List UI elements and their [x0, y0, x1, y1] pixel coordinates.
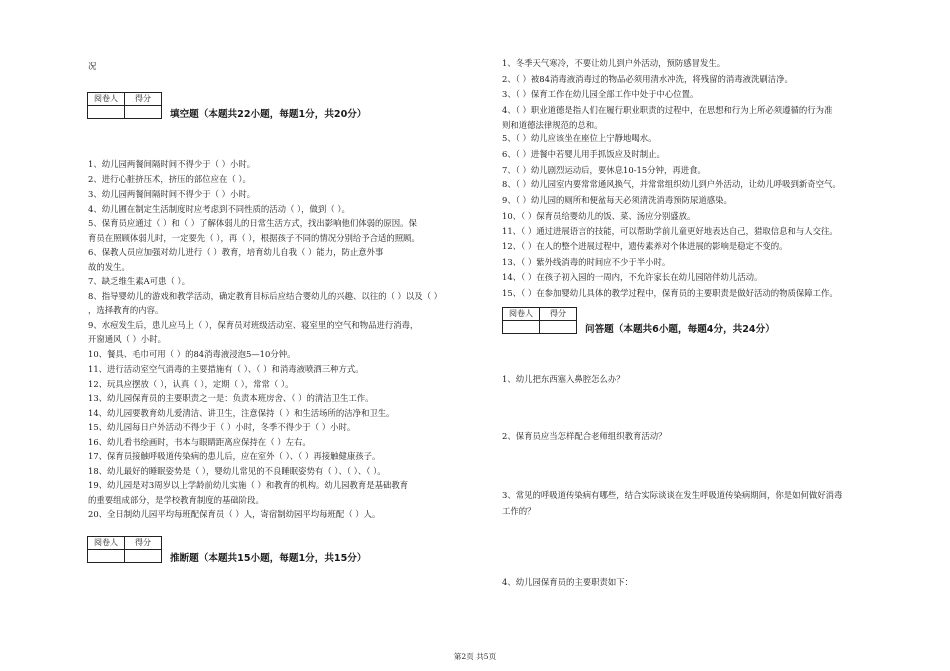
text-line: 9、（ ）幼儿园的厕所和便盆每天必须清洗消毒预防尿道感染。: [502, 195, 732, 205]
page-footer: 第2页 共5页: [453, 652, 497, 661]
fill-section-title: 填空题（本题共22小题，每题1分，共20分）: [170, 109, 367, 120]
text-line: 5、保育员应通过（ ）和（ ）了解体弱儿的日常生活方式，找出影响他们体弱的原因。保: [88, 218, 417, 228]
text-line: 12、玩具应摆放（ ），认真（ ），定期（ ），常常（ ）。: [88, 379, 294, 389]
text-line: 育员在照顾体弱儿时，一定要先（ ），再（ ），根据孩子不同的情况分别给予合适的照顾。: [88, 233, 420, 243]
text-line: 10、餐具、毛巾可用（ ）的84消毒液浸泡5—10分钟。: [88, 349, 296, 359]
text-line: 3、（ ）保育工作在幼儿园全部工作中处于中心位置。: [502, 89, 699, 99]
text-line: 2、进行心脏挤压术，挤压的部位应在（ ）。: [88, 174, 251, 184]
text-line: 14、（ ）在孩子初入园的一周内，不允许家长在幼儿园陪伴幼儿活动。: [502, 272, 763, 282]
reviewer-label: 阅卷人: [88, 93, 125, 106]
text-line: 20、全日制幼儿园平均每班配保育员（ ）人，寄宿制幼园平均每班配（ ）人。: [88, 509, 381, 519]
text-line: 14、幼儿园要教育幼儿爱清洁、讲卫生，注意保持（ ）和生活场所的洁净和卫生。: [88, 408, 395, 418]
reviewer-cell[interactable]: [88, 106, 125, 119]
text-line: 6、（ ）进餐中若婴儿用手抓饭应及时制止。: [502, 149, 665, 159]
score-label: 得分: [540, 308, 577, 321]
text-line: 12、（ ）在人的整个进展过程中，遗传素养对个体进展的影响是稳定不变的。: [502, 241, 788, 251]
score-box-qa: [502, 307, 577, 334]
text-line: 11、（ ）通过进展语言的技能，可以帮助学前儿童更好地表达自己，猎取信息和与人交往。: [502, 226, 838, 236]
text-line: 17、保育员接触呼吸道传染病的患儿后，应在室外（ ）、（ ）再接触健康孩子。: [88, 451, 381, 461]
text-line: 15、幼儿园每日户外活动不得少于（ ）小时，冬季不得少于（ ）小时。: [88, 422, 356, 432]
score-cell[interactable]: [540, 321, 577, 334]
text-line: 8、（ ）幼儿园室内要常常通风换气，并常常组织幼儿到户外活动，让幼儿呼吸到新奇空气。: [502, 179, 841, 189]
text-line: 4、（ ）职业道德是指人们在履行职业职责的过程中，在思想和行为上所必须遵循的行为准: [502, 105, 833, 115]
text-line: 3、幼儿园两餐间隔时间不得少于（ ）小时。: [88, 189, 256, 199]
text-line: 9、水痘发生后，患儿应马上（ ），保育员对班级活动室、寝室里的空气和物品进行消毒，: [88, 320, 419, 330]
score-cell[interactable]: [125, 550, 162, 563]
top-fragment: 况: [88, 61, 97, 71]
score-label: 得分: [125, 537, 162, 550]
reviewer-label: 阅卷人: [88, 537, 125, 550]
text-line: 2、（ ）被84消毒液消毒过的物品必须用清水冲洗，将残留的消毒液洗刷洁净。: [502, 74, 793, 84]
reviewer-cell[interactable]: [88, 550, 125, 563]
text-line: 1、幼儿把东西塞入鼻腔怎么办？: [502, 374, 625, 384]
text-line: 则和道德法律规范的总和。: [502, 120, 603, 130]
text-line: 4、幼儿圃在制定生活制度时应考虑到不同性质的活动（ ），做到（ ）。: [88, 204, 350, 214]
text-line: 2、保育员应当怎样配合老师组织教育活动？: [502, 431, 667, 441]
text-line: 工作的？: [502, 506, 536, 516]
text-line: 3、常见的呼吸道传染病有哪些，结合实际谈谈在发生呼吸道传染病期间，你是如何做好消毒: [502, 490, 843, 500]
text-line: 5、（ ）幼儿应该坐在座位上宁静地喝水。: [502, 133, 657, 143]
text-line: 6、保教人员应加强对幼儿进行（ ）教育，培育幼儿自我（ ）能力，防止意外事: [88, 247, 384, 257]
text-line: 开窗通风（ ）小时。: [88, 334, 167, 344]
text-line: 10、（ ）保育员给婴幼儿的饭、菜、汤应分别盛放。: [502, 211, 696, 221]
qa-section-title: 问答题（本题共6小题，每题4分，共24分）: [585, 324, 775, 335]
text-line: 16、幼儿看书绘画时，书本与眼睛距离应保持在（ ）左右。: [88, 437, 311, 447]
score-label: 得分: [125, 93, 162, 106]
text-line: 4、幼儿园保育员的主要职责如下：: [502, 577, 633, 587]
score-cell[interactable]: [125, 106, 162, 119]
text-line: 7、缺乏维生素A可患（ ）。: [88, 276, 190, 286]
text-line: 19、幼儿园是对3周岁以上学龄前幼儿实施（ ）和教育的机构。幼儿园教育是基础教育: [88, 480, 409, 490]
text-line: 15、（ ）在参加婴幼儿具体的教学过程中，保育员的主要职责是做好活动的物质保障工作。: [502, 288, 838, 298]
text-line: 13、幼儿园保育员的主要职责之一是：负责本班房舍、（ ）的清洁卫生工作。: [88, 393, 374, 403]
text-line: 18、幼儿最好的睡眠姿势是（ ），婴幼儿常见的不良睡眠姿势有（ ）、（ ）、（ ）。: [88, 466, 386, 476]
reviewer-cell[interactable]: [503, 321, 540, 334]
score-box-judge: [87, 536, 162, 563]
text-line: 1、幼儿园两餐间隔时间不得少于（ ）小时。: [88, 159, 256, 169]
text-line: 7、（ ）幼儿剧烈运动后，要休息10-15分钟，再进食。: [502, 165, 706, 175]
text-line: 8、指导婴幼儿的游戏和教学活动，确定教育目标后应结合婴幼儿的兴趣、以往的（ ）以及（ ）: [88, 291, 443, 301]
text-line: 故的发生。: [88, 262, 130, 272]
text-line: 1、冬季天气寒冷，不要让幼儿到户外活动，预防感冒发生。: [502, 58, 726, 68]
text-line: 13、（ ）紫外线消毒的时间应不少于半小时。: [502, 257, 671, 267]
text-line: ，选择教育的内容。: [88, 305, 164, 315]
text-line: 的重要组成部分，是学校教育制度的基础阶段。: [88, 495, 264, 505]
text-line: 11、进行活动室空气消毒的主要措施有（ ）、（ ）和消毒液喷洒三种方式。: [88, 364, 364, 374]
judge-section-title: 推断题（本题共15小题，每题1分，共15分）: [170, 553, 367, 564]
score-box-fill: [87, 92, 162, 119]
reviewer-label: 阅卷人: [503, 308, 540, 321]
